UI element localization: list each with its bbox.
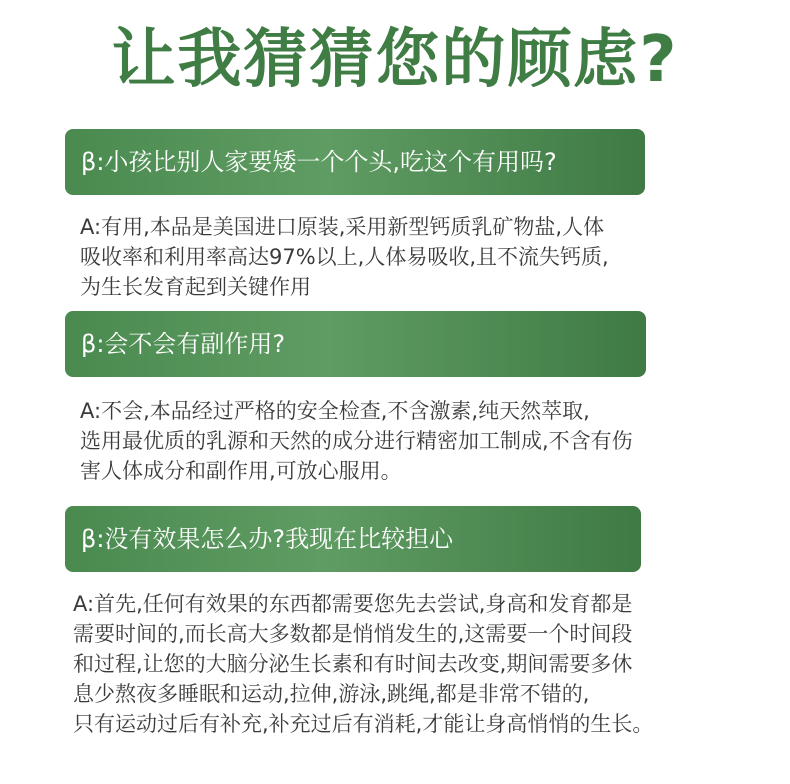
faq-answer-2-line: 选用最优质的乳源和天然的成分进行精密加工制成,不含有伤 — [80, 429, 633, 453]
faq-answer-3 — [73, 589, 653, 739]
faq-answer-2-line: A:不会,本品经过严格的安全检查,不含激素,纯天然萃取, — [80, 399, 590, 423]
faq-answer-3-line: 和过程,让您的大脑分泌生长素和有时间去改变,期间需要多休 — [73, 652, 633, 676]
faq-answer-3-line: A:首先,任何有效果的东西都需要您先去尝试,身高和发育都是 — [73, 592, 633, 616]
faq-answer-3-line: 需要时间的,而长高大多数都是悄悄发生的,这需要一个时间段 — [73, 622, 633, 646]
faq-question-1: β:小孩比别人家要矮一个个头,吃这个有用吗? — [65, 129, 645, 195]
faq-answer-1-line: A:有用,本品是美国进口原装,采用新型钙质乳矿物盐,人体 — [80, 215, 605, 239]
faq-answer-3-line: 息少熬夜多睡眠和运动,拉伸,游泳,跳绳,都是非常不错的, — [73, 682, 590, 706]
faq-answer-3-line: 只有运动过后有补充,补充过后有消耗,才能让身高悄悄的生长。 — [73, 712, 654, 736]
faq-answer-2-line: 害人体成分和副作用,可放心服用。 — [80, 459, 402, 483]
faq-answer-1-line: 为生长发育起到关键作用 — [80, 275, 311, 299]
faq-question-3: β:没有效果怎么办?我现在比较担心 — [65, 506, 641, 572]
faq-answer-1-line: 吸收率和利用率高达97%以上,人体易吸收,且不流失钙质, — [80, 245, 609, 269]
page-title: 让我猜猜您的顾虑? — [111, 23, 679, 97]
faq-question-2: β:会不会有副作用? — [65, 311, 646, 377]
faq-answer-1 — [80, 212, 609, 302]
faq-answer-2 — [80, 396, 633, 486]
